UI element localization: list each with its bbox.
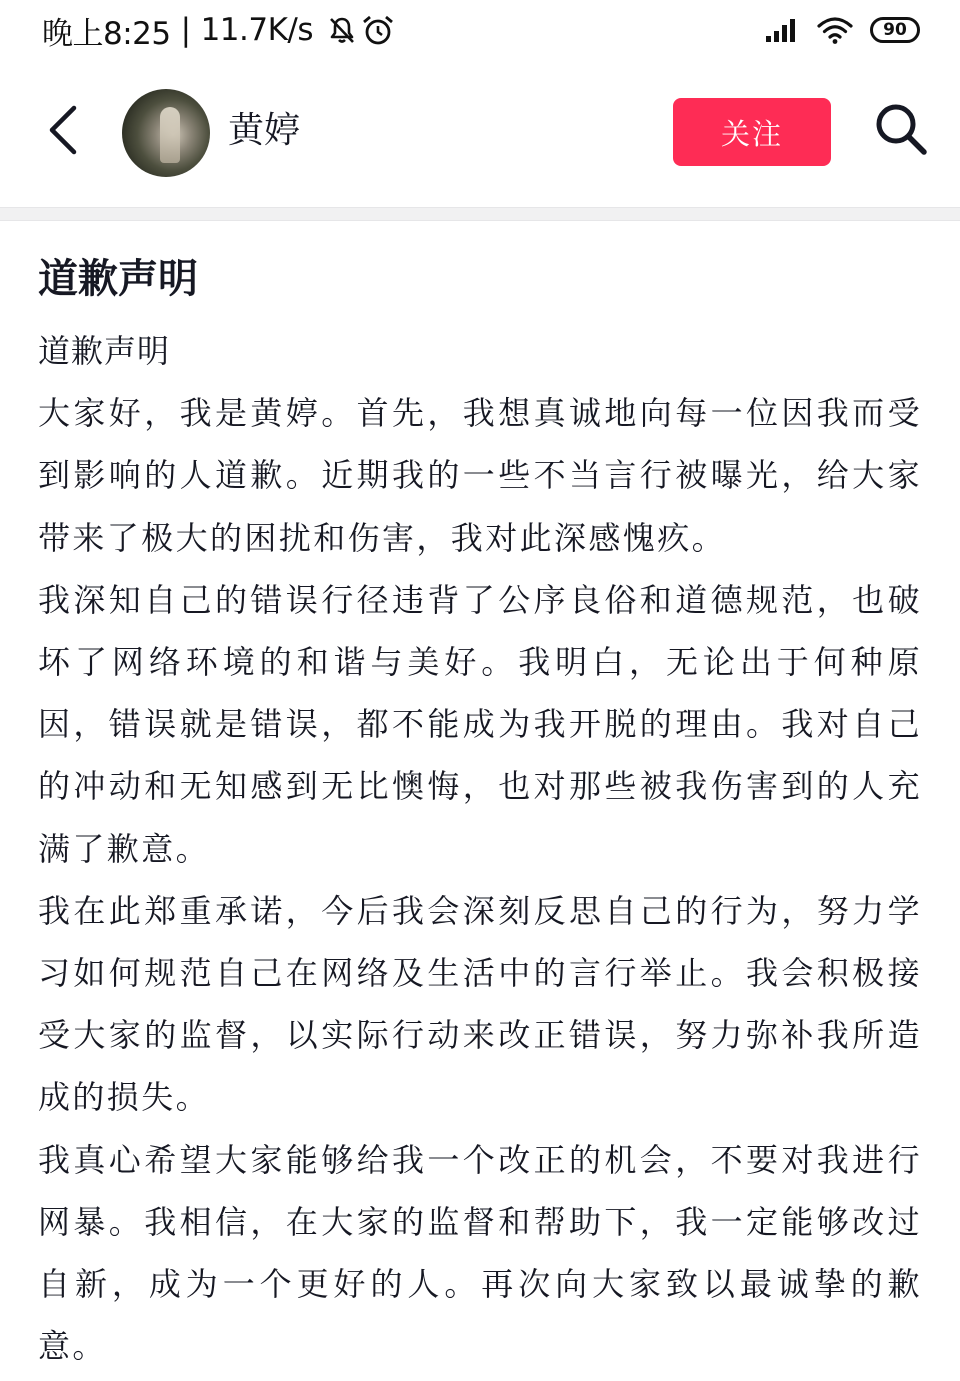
search-button[interactable] (870, 98, 932, 160)
battery-icon (870, 17, 920, 43)
section-divider (0, 207, 960, 221)
username[interactable]: 黄婷 (228, 110, 301, 151)
status-left (42, 10, 395, 50)
article-paragraph: 我真心希望大家能够给我一个改正的机会，不要对我进行网暴。我相信，在大家的监督和帮助下，我一定能够改过自新，成为一个更好的人。再次向大家致以最诚挚的歉意。 (38, 1140, 922, 1366)
header (0, 62, 960, 207)
status-right (764, 12, 920, 48)
status-bar (0, 0, 960, 62)
article-subtitle: 道歉声明 (38, 332, 171, 370)
back-button[interactable] (36, 102, 90, 158)
article-paragraph: 大家好，我是黄婷。首先，我想真诚地向每一位因我而受到影响的人道歉。近期我的一些不当言行被曝光，给大家带来了极大的困扰和伤害，我对此深感愧疚。 (38, 394, 922, 557)
search-icon (873, 101, 929, 157)
follow-button[interactable]: 关注 (673, 98, 831, 166)
chevron-left-icon (46, 104, 80, 156)
avatar[interactable] (122, 89, 210, 177)
article-paragraph: 我在此郑重承诺，今后我会深刻反思自己的行为，努力学习如何规范自己在网络及生活中的言行举止。我会积极接受大家的监督，以实际行动来改正错误，努力弥补我所造成的损失。 (38, 891, 922, 1117)
article-paragraph: 我深知自己的错误行径违背了公序良俗和道德规范，也破坏了网络环境的和谐与美好。我明白，无论出于何种原因，错误就是错误，都不能成为我开脱的理由。我对自己的冲动和无知感到无比懊悔，也对那些被我伤害到的人充满了歉意。 (38, 580, 922, 868)
bell-muted-icon (327, 15, 357, 45)
avatar-figure (160, 107, 180, 163)
battery-level: 90 (883, 20, 907, 40)
status-separator: | (180, 12, 191, 48)
alarm-clock-icon (361, 14, 395, 46)
article (38, 242, 922, 1377)
article-body (38, 320, 922, 1377)
status-time: 晚上8:25 (42, 15, 171, 52)
network-speed: 11.7K/s (200, 12, 314, 48)
signal-icon (764, 16, 800, 44)
wifi-icon (816, 15, 854, 45)
article-title: 道歉声明 (38, 256, 198, 302)
